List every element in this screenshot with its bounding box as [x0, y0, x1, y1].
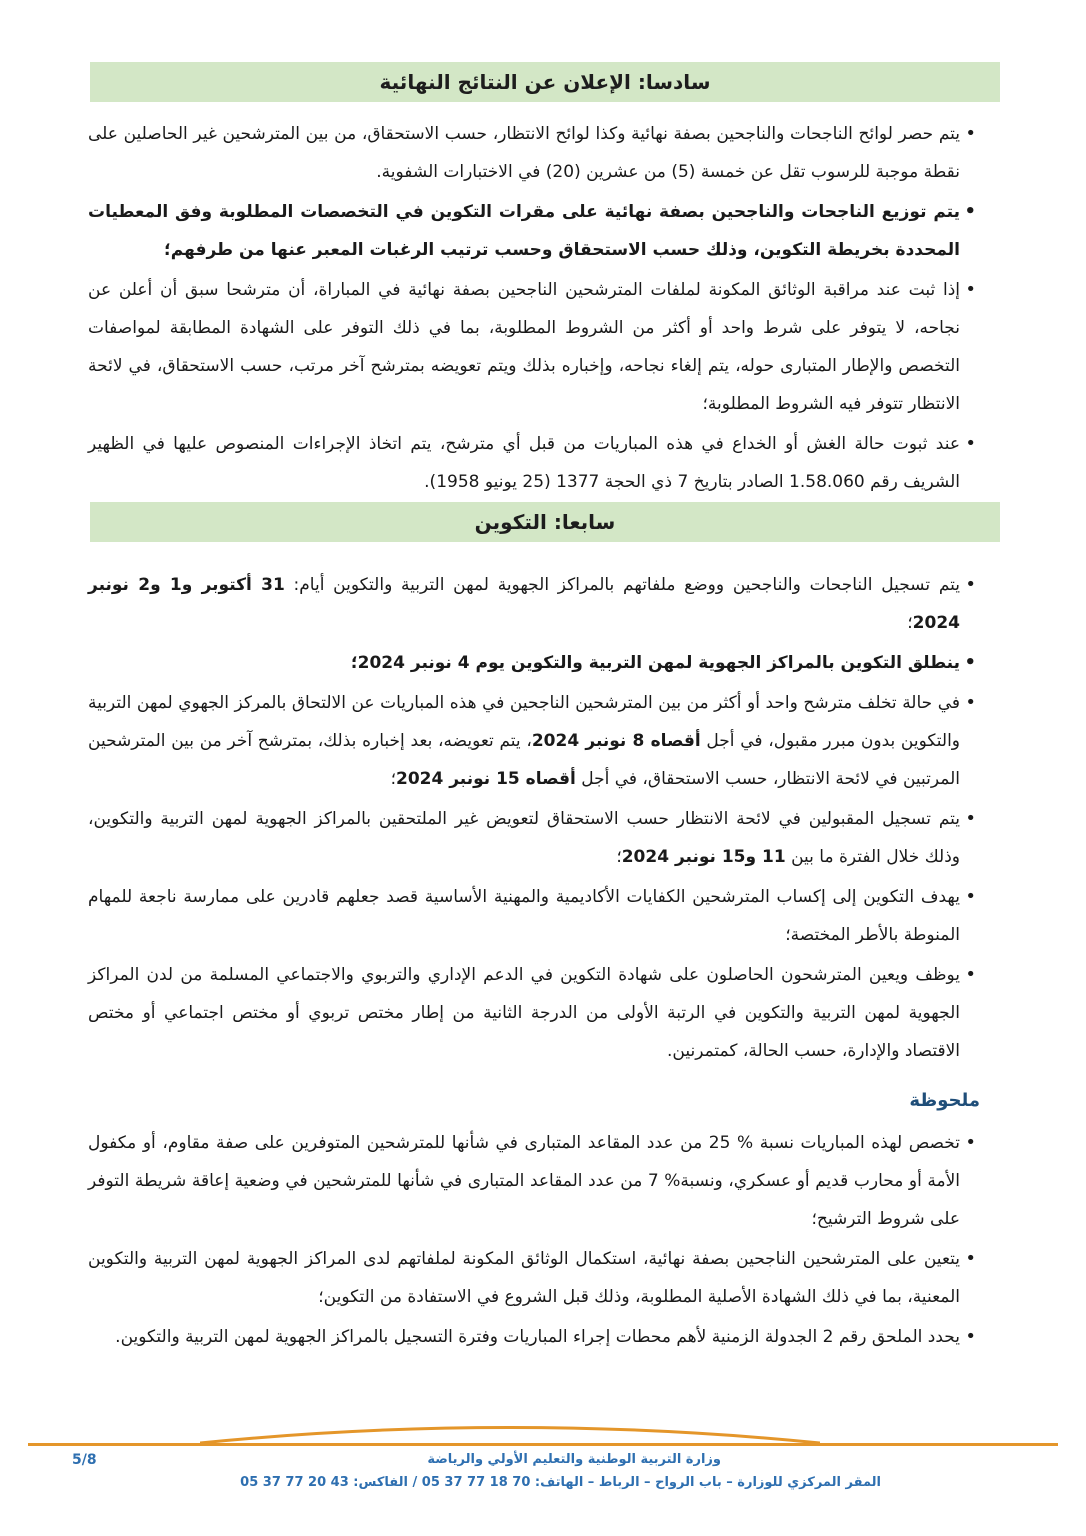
list-item: • يوظف ويعين المترشحون الحاصلون على شهادة التكوين في الدعم الإداري والتربوي والاجتماعي المسلمة من لدن المراكز الجهوية لمهن التربية والتكوين في الرتبة الأولى من الدرجة الثانية من إطار مختص تربوي أو مختص اجتماعي أو مختص الاقتصاد والإدارة، حسب الحالة، كمتمرنين.: [88, 956, 960, 1070]
list-item: • يتم تسجيل المقبولين في لائحة الانتظار حسب الاستحقاق لتعويض غير الملتحقين بالمراكز الجهوية لمهن التربية والتكوين، وذلك خلال الفترة ما بين 11 و15 نونبر 2024؛: [88, 800, 960, 876]
section-seven-title: سابعا: التكوين: [474, 510, 616, 534]
footer-divider: [28, 1443, 1058, 1446]
footer-ministry-name: وزارة التربية الوطنية والتعليم الأولي والرياضة: [427, 1452, 721, 1467]
list-item: • إذا ثبت عند مراقبة الوثائق المكونة لملفات المترشحين الناجحين بصفة نهائية في المباراة، أن مترشحا سبق أن أعلن عن نجاحه، لا يتوفر على شرط واحد أو أكثر من الشروط المطلوبة، بما في ذلك التوفر على الشهادة المطابقة لمواصفات التخصص والإطار المتبارى حوله، يتم إلغاء نجاحه، وإخباره بذلك ويتم تعويضه بمترشح آخر مرتب، حسب الاستحقاق، في لائحة الانتظار تتوفر فيه الشروط المطلوبة؛: [88, 271, 960, 423]
list-item: • عند ثبوت حالة الغش أو الخداع في هذه المباريات من قبل أي مترشح، يتم اتخاذ الإجراءات المنصوص عليها في الظهير الشريف رقم 1.58.060 الصادر بتاريخ 7 ذي الحجة 1377 (25 يونيو 1958).: [88, 425, 960, 501]
list-item: • يتم توزيع الناجحات والناجحين بصفة نهائية على مقرات التكوين في التخصصات المطلوبة وفق المعطيات المحددة بخريطة التكوين، وذلك حسب الاستحقاق وحسب ترتيب الرغبات المعبر عنها من طرفهم؛: [88, 193, 960, 269]
list-item: • يتم حصر لوائح الناجحات والناجحين بصفة نهائية وكذا لوائح الانتظار، حسب الاستحقاق، من بين المترشحين غير الحاصلين على نقطة موجبة للرسوب تقل عن خمسة (5) من عشرين (20) في الاختبارات الشفوية.: [88, 115, 960, 191]
section-six-heading: [90, 62, 1000, 102]
section-six-title: سادسا: الإعلان عن النتائج النهائية: [379, 70, 711, 94]
list-item: • في حالة تخلف مترشح واحد أو أكثر من بين المترشحين الناجحين في هذه المباريات عن الالتحاق بالمركز الجهوي لمهن التربية والتكوين بدون مبرر مقبول، في أجل أقصاه 8 نونبر 2024، يتم تعويضه، بعد إخباره بذلك، بمترشح آخر من بين المترشحين المرتبين في لائحة الانتظار، حسب الاستحقاق، في أجل أقصاه 15 نونبر 2024؛: [88, 684, 960, 798]
page-number: 5/8: [72, 1452, 97, 1468]
section-six-list: [88, 115, 978, 503]
list-item: • يتم تسجيل الناجحات والناجحين ووضع ملفاتهم بالمراكز الجهوية لمهن التربية والتكوين أيام: 31 أكتوبر و1 و2 نونبر 2024؛: [88, 566, 960, 642]
note-list: [88, 1124, 978, 1358]
section-seven-heading: [90, 502, 1000, 542]
note-heading: ملحوظة: [909, 1090, 980, 1111]
list-item: • تخصص لهذه المباريات نسبة % 25 من عدد المقاعد المتبارى في شأنها للمترشحين المتوفرين على صفة مقاوم، أو مكفول الأمة أو محارب قديم أو عسكري، ونسبة% 7 من عدد المقاعد المتبارى في شأنها للمترشحين في وضعية إعاقة شريطة التوفر على شروط الترشيح؛: [88, 1124, 960, 1238]
deadline-date: أقصاه 8 نونبر 2024: [531, 731, 701, 751]
list-item: • يحدد الملحق رقم 2 الجدولة الزمنية لأهم محطات إجراء المباريات وفترة التسجيل بالمراكز الجهوية لمهن التربية والتكوين.: [88, 1318, 960, 1356]
registration-dates: 31 أكتوبر و1 و2 نونبر 2024: [88, 575, 960, 633]
period-dates: 11 و15 نونبر 2024: [621, 847, 786, 867]
deadline-date: أقصاه 15 نونبر 2024: [395, 769, 576, 789]
list-item: • يتعين على المترشحين الناجحين بصفة نهائية، استكمال الوثائق المكونة لملفاتهم لدى المراكز الجهوية لمهن التربية والتكوين المعنية، بما في ذلك الشهادة الأصلية المطلوبة، وذلك قبل الشروع في الاستفادة من التكوين؛: [88, 1240, 960, 1316]
footer-address: المقر المركزي للوزارة – باب الرواح – الرباط – الهاتف: 70 18 77 37 05 / الفاكس: 43 20 77 37 05: [240, 1475, 881, 1490]
list-item: • ينطلق التكوين بالمراكز الجهوية لمهن التربية والتكوين يوم 4 نونبر 2024؛: [88, 644, 960, 682]
list-item: • يهدف التكوين إلى إكساب المترشحين الكفايات الأكاديمية والمهنية الأساسية قصد جعلهم قادرين على ممارسة ناجعة للمهام المنوطة بالأطر المختصة؛: [88, 878, 960, 954]
section-seven-list: [88, 566, 978, 1072]
